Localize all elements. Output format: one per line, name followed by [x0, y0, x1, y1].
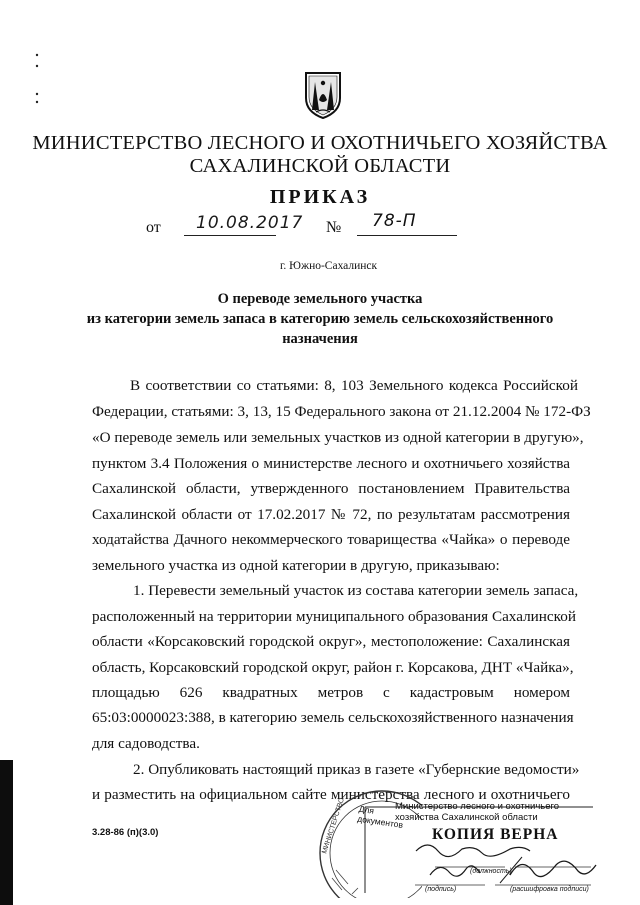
signature-caption: (подпись): [425, 886, 457, 893]
body-line: площадью 626 квадратных метров с кадастровым номером: [92, 684, 570, 701]
date-underline: [184, 235, 276, 236]
margin-marks: [34, 50, 40, 110]
body-line: расположенный на территории муниципального образования Сахалинской: [92, 608, 576, 625]
body-line: пунктом 3.4 Положения о министерстве лесного и охотничьего хозяйства: [92, 455, 570, 472]
signature-decode-caption: (расшифровка подписи): [510, 886, 589, 893]
subject-line2: из категории земель запаса в категорию земель сельскохозяйственного: [86, 311, 554, 327]
handwritten-date: 10.08.2017: [196, 213, 304, 233]
ministry-name-line2: САХАЛИНСКОЙ ОБЛАСТИ: [189, 155, 451, 177]
position-caption: (должность): [470, 868, 512, 875]
form-code: 3.28-86 (п)(3.0): [92, 827, 159, 838]
stamp-side-label: Для документов: [356, 803, 404, 830]
body-line: и разместить на официальном сайте министерства лесного и охотничьего: [92, 786, 570, 803]
number-label: №: [326, 219, 342, 236]
stamp-org-line1: Министерство лесного и охотничьего: [395, 801, 560, 812]
number-underline: [357, 235, 457, 236]
body-line: Федерации, статьями: 3, 13, 15 Федерального закона от 21.12.2004 № 172-ФЗ: [92, 403, 591, 420]
body-line: «О переводе земель или земельных участков из одной категории в другую»,: [92, 429, 584, 446]
date-label: от: [146, 219, 161, 236]
stamp-org-line2: хозяйства Сахалинской области: [395, 812, 538, 823]
ministry-name-line1: МИНИСТЕРСТВО ЛЕСНОГО И ОХОТНИЧЬЕГО ХОЗЯЙСТВА: [32, 132, 608, 154]
subject-line1: О переводе земельного участка: [217, 291, 423, 307]
coat-of-arms-emblem: [302, 70, 344, 120]
body-line: 2. Опубликовать настоящий приказ в газете «Губернские ведомости»: [133, 761, 580, 778]
body-line: для садоводства.: [92, 735, 200, 752]
body-line: Сахалинской области, утвержденного постановлением Правительства: [92, 480, 570, 497]
subject-line3: назначения: [282, 331, 358, 347]
body-line: 65:03:0000023:388, в категорию земель сельскохозяйственного назначения: [92, 709, 574, 726]
document-type-title: ПРИКАЗ: [269, 186, 371, 208]
body-line: ходатайства Дачного некоммерческого товарищества «Чайка» о переводе: [92, 531, 570, 548]
handwritten-number: 78-П: [372, 211, 417, 231]
body-line: земельного участка из одной категории в другую, приказываю:: [92, 557, 500, 574]
body-line: области «Корсаковский городской округ», местоположение: Сахалинская: [92, 633, 570, 650]
stamp-title: КОПИЯ ВЕРНА: [432, 826, 559, 843]
handwritten-signature: [410, 835, 600, 890]
svg-text:МИНИСТЕРСТВО: МИНИСТЕРСТВО: [321, 797, 346, 855]
scan-edge-bar: [0, 760, 13, 905]
body-line: В соответствии со статьями: 8, 103 Земельного кодекса Российской: [130, 377, 578, 394]
city-name: г. Южно-Сахалинск: [280, 260, 378, 272]
body-line: Сахалинской области от 17.02.2017 № 72, по результатам рассмотрения: [92, 506, 570, 523]
body-line: 1. Перевести земельный участок из состава категории земель запаса,: [133, 582, 579, 599]
body-line: область, Корсаковский городской округ, район г. Корсакова, ДНТ «Чайка»,: [92, 659, 574, 676]
